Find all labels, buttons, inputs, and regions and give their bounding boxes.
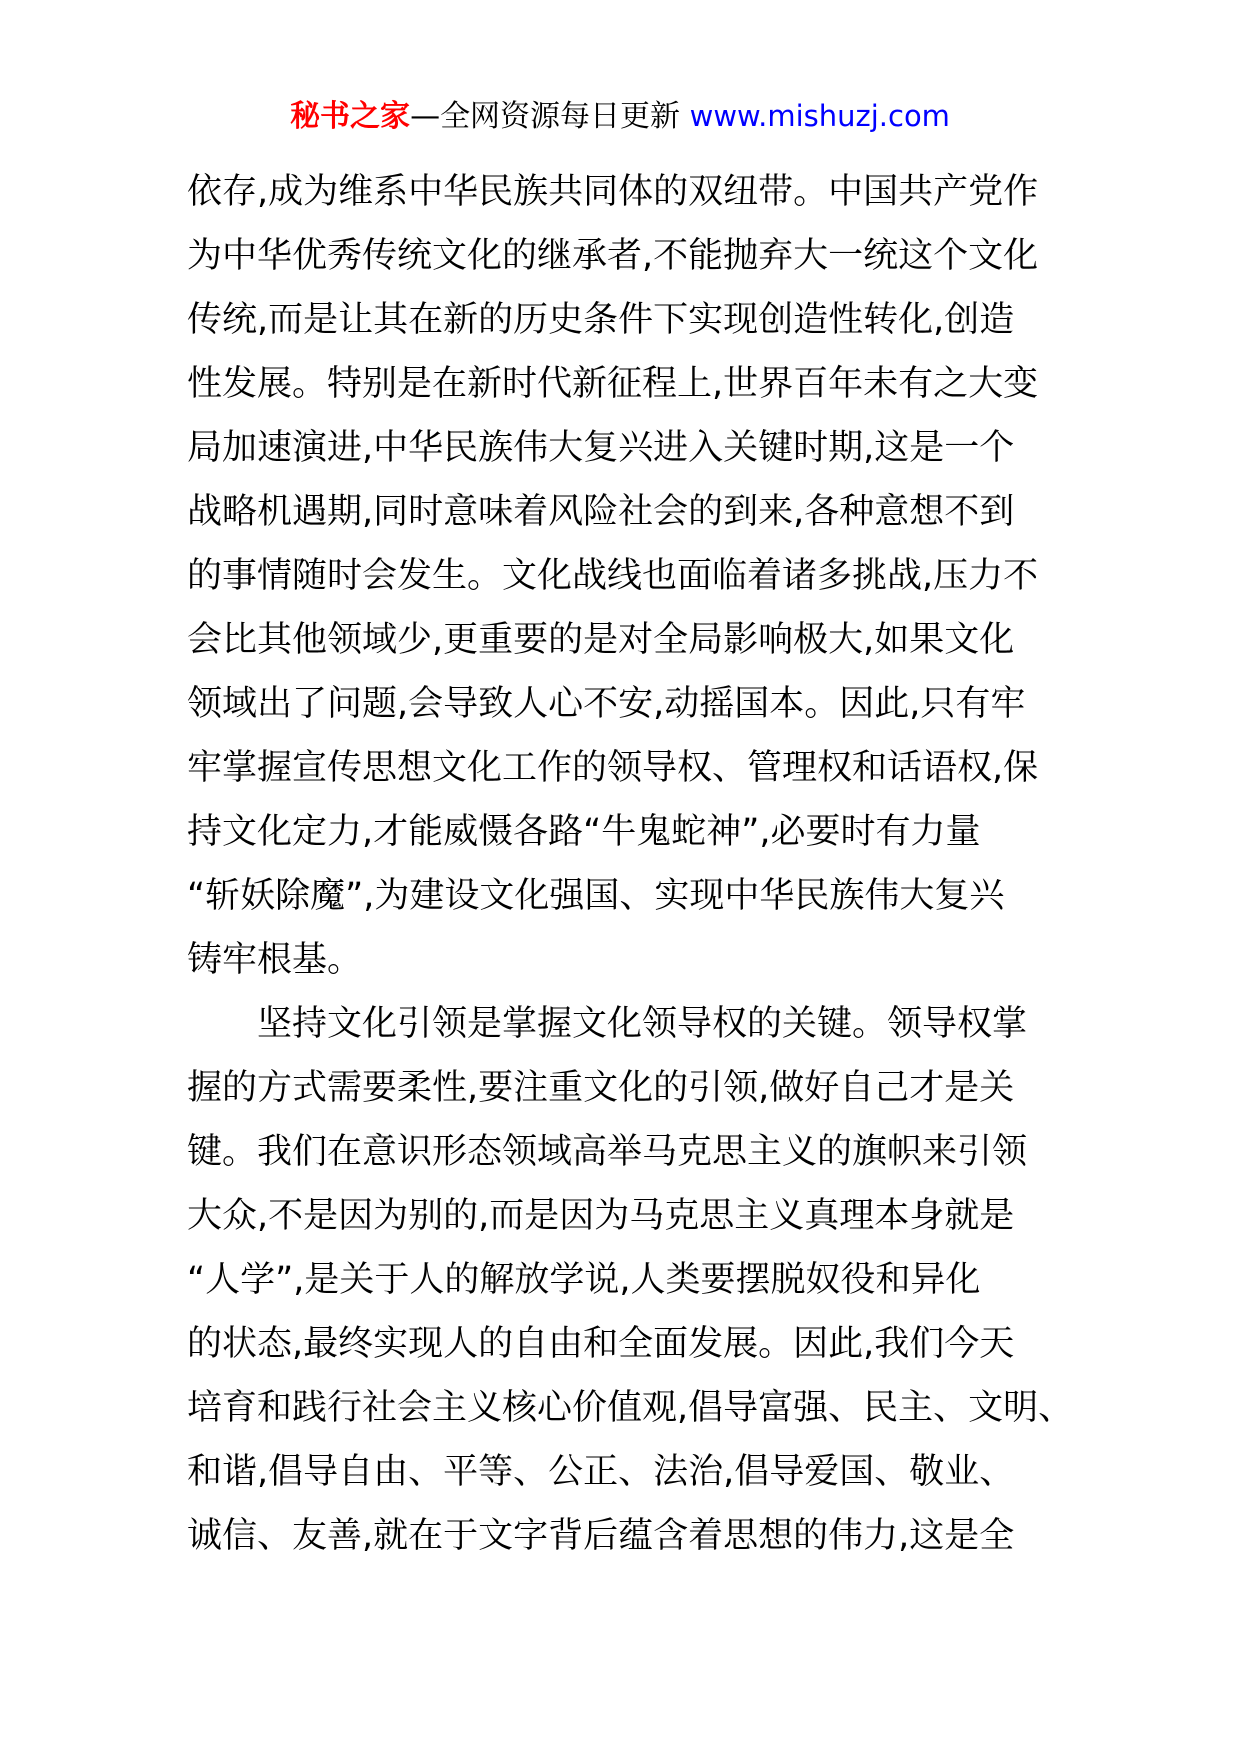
text-line: 培育和践行社会主义核心价值观,倡导富强、民主、文明、 — [187, 1388, 1074, 1428]
text-line: 握的方式需要柔性,要注重文化的引领,做好自己才是关 — [187, 1068, 1015, 1108]
text-line: 为中华优秀传统文化的继承者,不能抛弃大一统这个文化 — [187, 236, 1039, 276]
text-line: 和谐,倡导自由、平等、公正、法治,倡导爱国、敬业、 — [187, 1452, 1015, 1492]
text-line: 铸牢根基。 — [187, 940, 363, 980]
text-line: 的状态,最终实现人的自由和全面发展。因此,我们今天 — [187, 1324, 1015, 1364]
text-line: 的事情随时会发生。文化战线也面临着诸多挑战,压力不 — [187, 556, 1039, 596]
site-url-link[interactable]: www.mishuzj.com — [689, 99, 950, 133]
text-line: “斩妖除魔”,为建设文化强国、实现中华民族伟大复兴 — [187, 876, 1005, 916]
header-tagline: —全网资源每日更新 — [410, 99, 681, 134]
text-line: 领域出了问题,会导致人心不安,动摇国本。因此,只有牢 — [187, 684, 1026, 724]
text-line: 坚持文化引领是掌握文化领导权的关键。领导权掌 — [187, 1004, 1028, 1044]
text-line: “人学”,是关于人的解放学说,人类要摆脱奴役和异化 — [187, 1260, 981, 1300]
brand-name: 秘书之家 — [290, 99, 411, 134]
text-line: 传统,而是让其在新的历史条件下实现创造性转化,创造 — [187, 300, 1015, 340]
document-body — [187, 160, 1074, 1568]
text-line: 局加速演进,中华民族伟大复兴进入关键时期,这是一个 — [187, 428, 1015, 468]
text-line: 键。我们在意识形态领域高举马克思主义的旗帜来引领 — [187, 1132, 1028, 1172]
text-line: 依存,成为维系中华民族共同体的双纽带。中国共产党作 — [187, 172, 1039, 212]
text-line: 持文化定力,才能威慑各路“牛鬼蛇神”,必要时有力量 — [187, 812, 981, 852]
text-line: 大众,不是因为别的,而是因为马克思主义真理本身就是 — [187, 1196, 1015, 1236]
text-line: 牢掌握宣传思想文化工作的领导权、管理权和话语权,保 — [187, 748, 1039, 788]
text-line: 战略机遇期,同时意味着风险社会的到来,各种意想不到 — [187, 492, 1015, 532]
site-header — [0, 96, 1240, 137]
text-line: 会比其他领域少,更重要的是对全局影响极大,如果文化 — [187, 620, 1015, 660]
text-line: 性发展。特别是在新时代新征程上,世界百年未有之大变 — [187, 364, 1039, 404]
text-line: 诚信、友善,就在于文字背后蕴含着思想的伟力,这是全 — [187, 1516, 1015, 1556]
